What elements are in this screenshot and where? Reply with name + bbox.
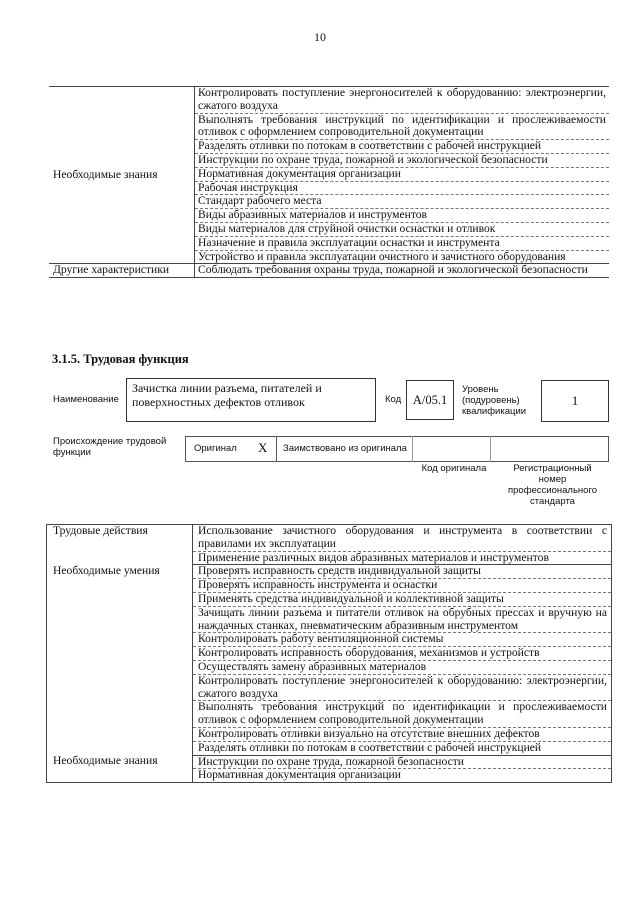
code-original-label: Код оригинала: [421, 463, 487, 474]
skill-item: Осуществлять замену абразивных материалов: [193, 660, 612, 674]
skill-item: Контролировать работу вентиляционной системы: [193, 633, 612, 647]
page-number: 10: [314, 30, 326, 44]
code-label: Код: [385, 394, 402, 405]
name-value: Зачистка линии разъема, питателей и поверхностных дефектов отливок: [132, 381, 322, 409]
name-label: Наименование: [53, 394, 119, 405]
knowledge-item: Инструкции по охране труда, пожарной безопасности: [193, 755, 612, 769]
knowledge-label: Необходимые знания: [47, 755, 193, 783]
level-label: Уровень (подуровень) квалификации: [462, 384, 527, 417]
skills-label: Необходимые умения: [47, 565, 193, 755]
code-value: A/05.1: [412, 393, 448, 407]
origin-label: Происхождение трудовой функции: [53, 436, 167, 458]
level-value: 1: [571, 393, 579, 408]
knowledge-item: Разделять отливки по потокам в соответствии с рабочей инструкцией: [195, 140, 610, 154]
knowledge-item: Назначение и правила эксплуатации оснастки и инструмента: [195, 236, 610, 250]
section-heading: 3.1.5. Трудовая функция: [52, 352, 189, 366]
reg-number-label: Регистрационный номер профессионального стандарта: [508, 463, 597, 507]
name-box: [126, 378, 376, 422]
level-box: [541, 380, 609, 422]
skill-item: Применять средства индивидуальной и коллективной защиты: [193, 592, 612, 606]
origin-divider: [490, 436, 491, 462]
skill-item: Контролировать поступление энергоносителей к оборудованию: электроэнергии, сжатого воздуха: [193, 674, 612, 701]
actions-label: Трудовые действия: [47, 525, 193, 565]
origin-divider: [412, 436, 413, 462]
action-item: Использование зачистного оборудования и инструмента в соответствии с правилами их эксплуатации: [193, 525, 612, 552]
knowledge-item: Контролировать поступление энергоносителей к оборудованию: электроэнергии, сжатого воздуха: [195, 87, 610, 114]
code-box: [406, 380, 454, 420]
knowledge-item: Виды абразивных материалов и инструментов: [195, 209, 610, 223]
knowledge-item: Стандарт рабочего места: [195, 195, 610, 209]
knowledge-item: Выполнять требования инструкций по идентификации и прослеживаемости отливок с оформлением сопроводительной документации: [195, 113, 610, 140]
borrowed-label: Заимствовано из оригинала: [283, 443, 407, 454]
knowledge-item: Нормативная документация организации: [198, 768, 401, 782]
skill-item: Контролировать отливки визуально на отсутствие внешних дефектов: [193, 727, 612, 741]
knowledge-item: Рабочая инструкция: [195, 181, 610, 195]
original-mark: X: [258, 440, 268, 455]
skill-item: Выполнять требования инструкций по идентификации и прослеживаемости отливок с оформлением сопроводительной документации: [193, 701, 612, 728]
original-label: Оригинал: [194, 443, 237, 454]
knowledge-table-continued: [49, 86, 609, 278]
skill-item: Разделять отливки по потокам в соответствии с рабочей инструкцией: [193, 741, 612, 755]
action-item: Применение различных видов абразивных материалов и инструментов: [193, 551, 612, 565]
knowledge-item: Нормативная документация организации: [195, 167, 610, 181]
knowledge-item: Устройство и правила эксплуатации очистного и зачистного оборудования: [198, 249, 566, 263]
skill-item: Проверять исправность инструмента и оснастки: [193, 579, 612, 593]
labor-function-table: [46, 524, 612, 783]
knowledge-item: Инструкции по охране труда, пожарной и экологической безопасности: [195, 153, 610, 167]
knowledge-label: Необходимые знания: [49, 87, 195, 264]
skill-item: Контролировать исправность оборудования, механизмов и устройств: [193, 647, 612, 661]
other-characteristics-label: Другие характеристики: [49, 264, 195, 278]
skill-item: Проверять исправность средств индивидуальной защиты: [193, 565, 612, 579]
origin-divider: [276, 436, 277, 462]
skill-item: Зачищать линии разъема и питатели отливок на обрубных прессах и вручную на наждачных станках, пневматическим абразивным инструментом: [193, 606, 612, 633]
knowledge-item: Виды материалов для струйной очистки оснастки и отливок: [195, 222, 610, 236]
other-characteristics-value: Соблюдать требования охраны труда, пожарной и экологической безопасности: [195, 264, 610, 278]
